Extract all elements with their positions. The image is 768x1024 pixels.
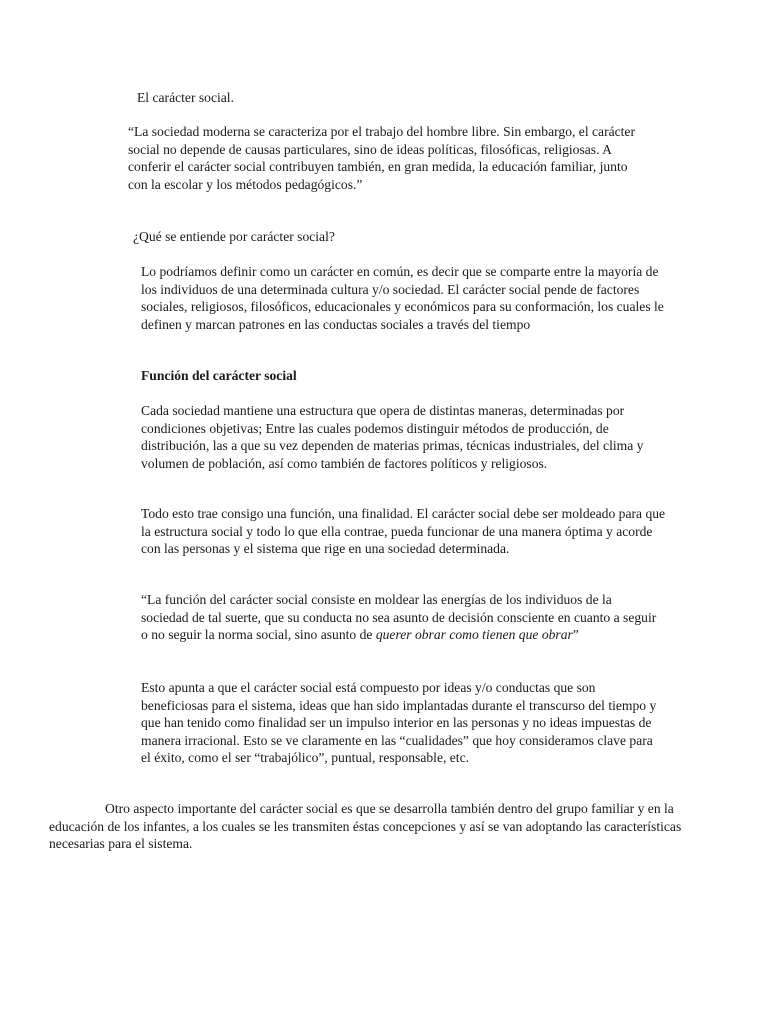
- definition-paragraph: Lo podríamos definir como un carácter en común, es decir que se comparte entre la mayoría de los individuos de una determinada cultura y/o sociedad. El carácter social pende de factores sociales, religiosos, filosóficos, educacionales y económicos para su conformación, los cuales le definen y marcan patrones en las conductas sociales a través del tiempo: [141, 264, 664, 332]
- function-quote-italic: querer obrar como tienen que obrar: [375, 627, 573, 643]
- section-question: ¿Qué se entiende por carácter social?: [133, 229, 335, 244]
- opening-quote: “La sociedad moderna se caracteriza por el trabajo del hombre libre. Sin embargo, el carácter social no depende de causas particulares, sino de ideas políticas, filosóficas, religiosas. A conferir el carácter social contribuyen también, en gran medida, la educación familiar, junto con la escolar y los métodos pedagógicos.”: [128, 124, 635, 192]
- section-heading-funcion: Función del carácter social: [141, 368, 297, 383]
- function-paragraph: Todo esto trae consigo una función, una finalidad. El carácter social debe ser moldeado para que la estructura social y todo lo que ella contrae, pueda funcionar de una manera óptima y acorde con las personas y el sistema que rige en una sociedad determinada.: [141, 506, 666, 557]
- function-quote-text: “La función del carácter social consiste en moldear las energías de los individuos de la sociedad de tal suerte, que su conducta no sea asunto de decisión consciente en cuanto a seguir o no seguir la norma social, sino asunto de: [141, 592, 657, 643]
- function-quote: [141, 591, 661, 644]
- function-quote-end: ”: [572, 627, 579, 643]
- structure-paragraph: Cada sociedad mantiene una estructura que opera de distintas maneras, determinadas por condiciones objetivas; Entre las cuales podemos distinguir métodos de producción, de distribución, las a que su vez dependen de materias primas, técnicas industriales, del clima y volumen de población, así como también de factores políticos y religiosos.: [141, 403, 644, 471]
- family-paragraph: Otro aspecto importante del carácter social es que se desarrolla también dentro del grupo familiar y en la educación de los infantes, a los cuales se les transmiten éstas concepciones y así se van adoptando las características necesarias para el sistema.: [49, 801, 682, 852]
- document-title: El carácter social.: [137, 90, 234, 105]
- qualities-paragraph: Esto apunta a que el carácter social está compuesto por ideas y/o conductas que son beneficiosas para el sistema, ideas que han sido implantadas durante el transcurso del tiempo y que han tenido como finalidad ser un impulso interior en las personas y no ideas impuestas de manera irracional. Esto se ve claramente en las “cualidades” que hoy consideramos clave para el éxito, como el ser “trabajólico”, puntual, responsable, etc.: [141, 680, 657, 766]
